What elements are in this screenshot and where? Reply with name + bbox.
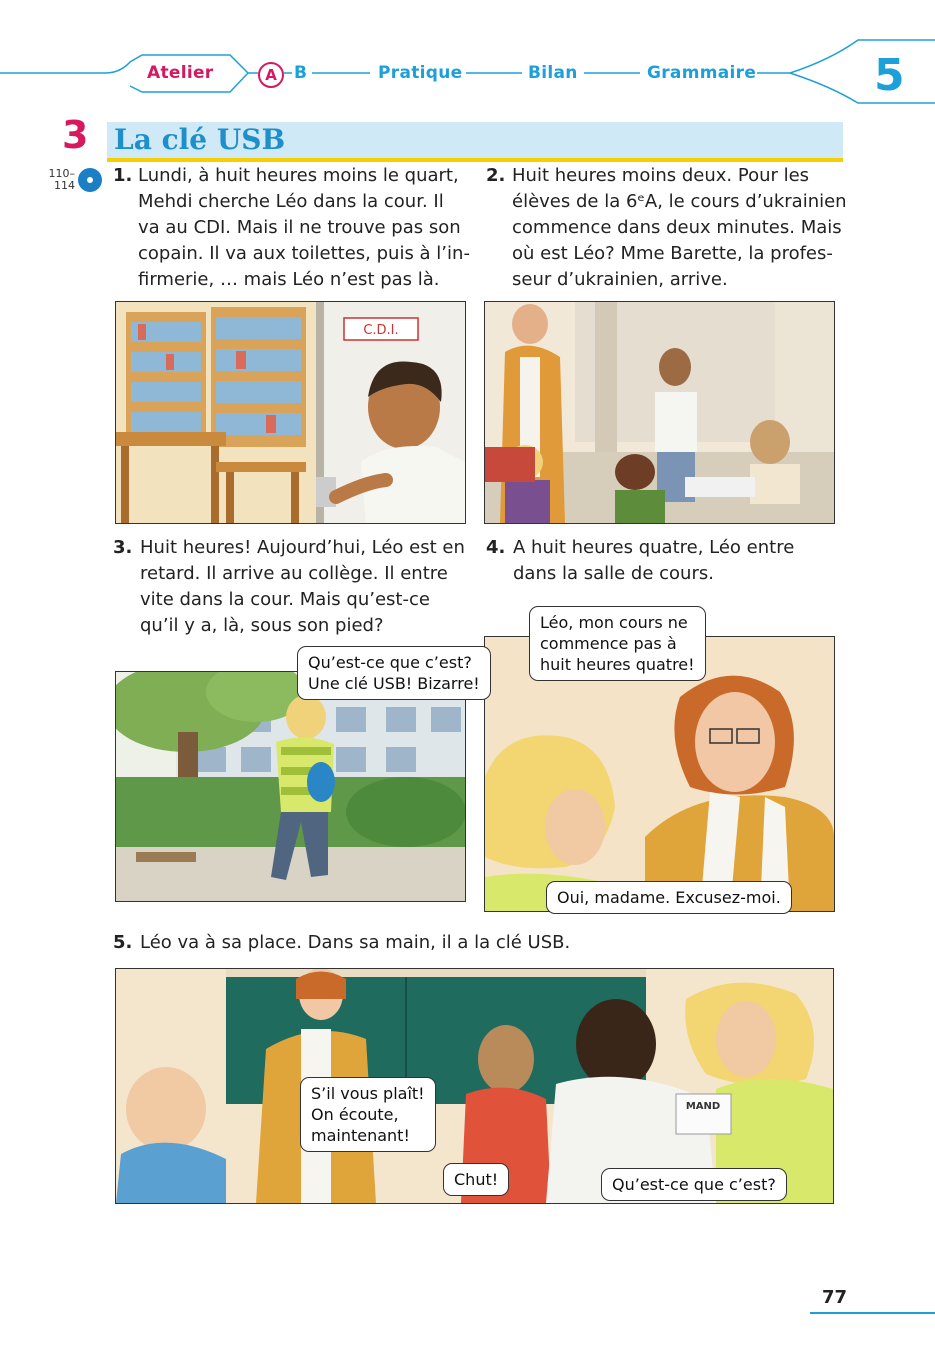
cd-icon[interactable]	[78, 168, 102, 192]
para-line: Mehdi cherche Léo dans la cour. Il	[138, 191, 444, 212]
para-line: seur d’ukrainien, arrive.	[512, 269, 728, 290]
speech-bubble-usb: Qu’est-ce que c’est? Une clé USB! Bizarre!	[297, 646, 491, 700]
page-number-rule	[810, 1312, 935, 1314]
para-1-number: 1.	[113, 165, 133, 186]
para-line: vite dans la cour. Mais qu’est-ce	[140, 589, 430, 610]
para-line: retard. Il arrive au collège. Il entre	[140, 563, 448, 584]
paper-text: MAND	[685, 1101, 721, 1112]
speech-bubble-teacher-panel-5: S’il vous plaît! On écoute, maintenant!	[300, 1077, 436, 1152]
para-3-number: 3.	[113, 537, 133, 558]
para-1-text	[138, 163, 470, 293]
para-line: firmerie, … mais Léo n’est pas là.	[138, 269, 440, 290]
para-4-number: 4.	[486, 537, 506, 558]
para-line: Huit heures! Aujourd’hui, Léo est en	[140, 537, 465, 558]
speech-bubble-teacher-panel-4: Léo, mon cours ne commence pas à huit heures quatre!	[529, 606, 706, 681]
para-line: A huit heures quatre, Léo entre	[513, 537, 795, 558]
para-2-text	[512, 163, 847, 293]
panel-3-illustration	[116, 672, 465, 901]
speech-bubble-chut: Chut!	[443, 1163, 509, 1196]
nav-pratique[interactable]: Pratique	[378, 63, 463, 83]
para-line: copain. Il va aux toilettes, puis à l’in-	[138, 243, 470, 264]
para-line: Léo va à sa place. Dans sa main, il a la clé USB.	[140, 932, 571, 953]
para-line: commence dans deux minutes. Mais	[512, 217, 842, 238]
comic-panel-2	[484, 301, 835, 524]
para-line: dans la salle de cours.	[513, 563, 714, 584]
speech-bubble-question: Qu’est-ce que c’est?	[601, 1168, 787, 1201]
para-line: Lundi, à huit heures moins le quart,	[138, 165, 459, 186]
panel-1-illustration	[116, 302, 465, 523]
cdi-door-sign: C.D.I.	[363, 323, 399, 338]
nav-b[interactable]: B	[294, 63, 308, 83]
track-range-start: 110–	[48, 167, 75, 180]
para-line: élèves de la 6ᵉA, le cours d’ukrainien	[512, 191, 847, 212]
para-4-text	[513, 535, 794, 587]
header-nav-lines	[0, 0, 935, 110]
para-line: qu’il y a, là, sous son pied?	[140, 615, 384, 636]
para-line: va au CDI. Mais il ne trouve pas son	[138, 217, 461, 238]
nav-atelier[interactable]: Atelier	[147, 63, 214, 83]
page-number: 77	[822, 1287, 848, 1308]
track-range-end: 114	[54, 179, 75, 192]
audio-track-number	[40, 168, 75, 192]
lesson-title: La clé USB	[114, 123, 286, 156]
panel-2-illustration	[485, 302, 834, 523]
para-5-number: 5.	[113, 932, 133, 953]
unit-number: 5	[874, 50, 905, 101]
para-line: où est Léo? Mme Barette, la profes-	[512, 243, 833, 264]
para-3-text	[140, 535, 465, 639]
para-5-text	[140, 930, 570, 956]
nav-grammaire[interactable]: Grammaire	[647, 63, 757, 83]
para-2-number: 2.	[486, 165, 506, 186]
nav-a-circle[interactable]: A	[258, 62, 284, 88]
lesson-number: 3	[62, 113, 89, 157]
comic-panel-3	[115, 671, 466, 902]
speech-bubble-leo-apology: Oui, madame. Excusez-moi.	[546, 881, 792, 914]
nav-bilan[interactable]: Bilan	[528, 63, 578, 83]
comic-panel-1	[115, 301, 466, 524]
para-line: Huit heures moins deux. Pour les	[512, 165, 810, 186]
